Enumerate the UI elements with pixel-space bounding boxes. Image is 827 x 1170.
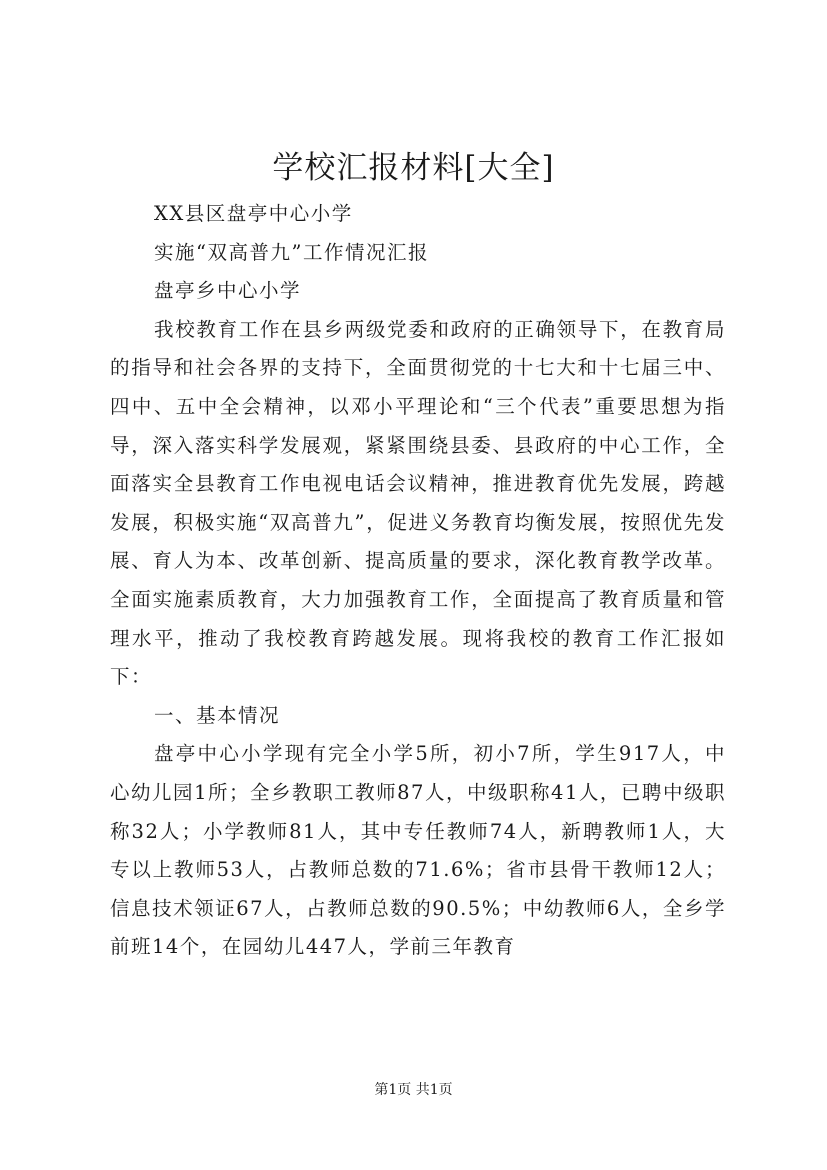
intro-paragraph: 我校教育工作在县乡两级党委和政府的正确领导下，在教育局的指导和社会各界的支持下，全面贯彻党的十七大和十七届三中、四中、五中全会精神，以邓小平理论和“三个代表”重要思想为指导，深入落实科学发展观，紧紧围绕县委、县政府的中心工作，全面落实全县教育工作电视电话会议精神，推进教育优先发展，跨越发展，积极实施“双高普九”，促进义务教育均衡发展，按照优先发展、育人为本、改革创新、提高质量的要求，深化教育教学改革。全面实施素质教育，大力加强教育工作，全面提高了教育质量和管理水平，推动了我校教育跨越发展。现将我校的教育工作汇报如下： xyxy=(110,317,726,689)
author-line: 盘亭乡中心小学 xyxy=(154,279,302,303)
basic-info-paragraph: 盘亭中心小学现有完全小学5所，初小7所，学生917人，中心幼儿园1所；全乡教职工教师87人，中级职称41人，已聘中级职称32人；小学教师81人，其中专任教师74人，新聘教师1人，大专以上教师53人，占教师总数的71.6%；省市县骨干教师12人；信息技术领证67人，占教师总数的90.5%；中幼教师6人，全乡学前班14个，在园幼儿447人，学前三年教育 xyxy=(110,742,726,959)
page-number-footer: 第1页 共1页 xyxy=(374,1082,453,1098)
document-title: 学校汇报材料[大全] xyxy=(272,150,555,186)
document-body xyxy=(110,195,726,967)
section-heading-basic: 一、基本情况 xyxy=(154,703,281,727)
report-subtitle-line: 实施“双高普九”工作情况汇报 xyxy=(154,240,429,264)
school-name-line: XX县区盘亭中心小学 xyxy=(154,202,353,225)
